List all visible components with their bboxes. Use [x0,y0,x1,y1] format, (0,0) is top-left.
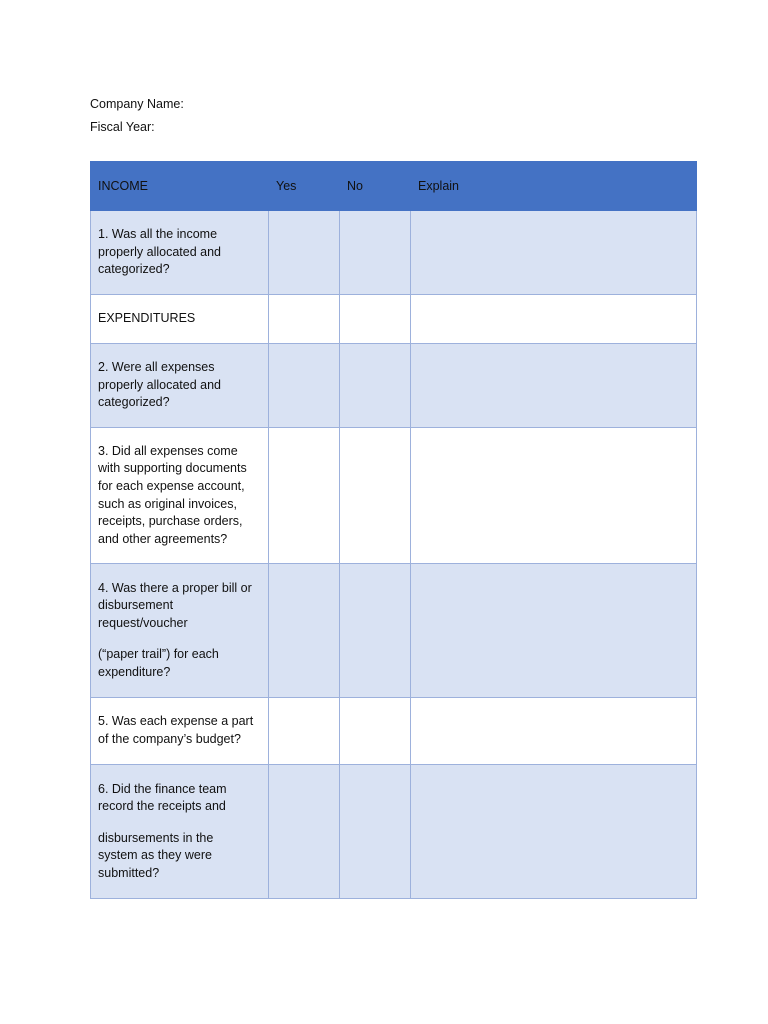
column-header-explain: Explain [411,162,697,211]
explain-cell[interactable] [411,428,697,564]
table-row [91,344,697,428]
table-row [91,564,697,698]
table-row [91,698,697,765]
no-cell[interactable] [340,295,411,344]
yes-cell[interactable] [269,564,340,698]
table-row [91,765,697,899]
question-line: 6. Did the finance team [98,781,227,796]
question-line: record the receipts and [98,799,226,814]
question-line: disbursements in the [98,830,214,845]
explain-cell[interactable] [411,698,697,765]
question-line: 1. Was all the income [98,227,218,242]
table-row [91,295,697,344]
no-cell[interactable] [340,211,411,295]
fiscal-year-label: Fiscal Year: [90,120,155,134]
section-label-cell [91,295,269,344]
question-line: such as original invoices, [98,496,237,511]
section-label-expenditures: EXPENDITURES [98,311,196,326]
column-header-no: No [340,162,411,211]
question-line: properly allocated and [98,377,221,392]
question-line: 4. Was there a proper bill or [98,580,252,595]
question-line: disbursement [98,598,174,613]
explain-cell[interactable] [411,344,697,428]
question-cell [91,211,269,295]
question-cell [91,344,269,428]
table-row [91,428,697,564]
question-cell [91,564,269,698]
yes-cell[interactable] [269,211,340,295]
yes-cell[interactable] [269,344,340,428]
question-line: 3. Did all expenses come [98,443,238,458]
question-line: with supporting documents [98,461,247,476]
yes-cell[interactable] [269,295,340,344]
paragraph-spacer [98,632,261,646]
question-line: 5. Was each expense a part [98,714,254,729]
question-cell [91,698,269,765]
question-text [98,359,261,412]
company-name-label: Company Name: [90,97,184,111]
audit-checklist-table [90,161,697,899]
question-line: categorized? [98,262,170,277]
table-row [91,211,697,295]
no-cell[interactable] [340,344,411,428]
explain-cell[interactable] [411,765,697,899]
no-cell[interactable] [340,564,411,698]
yes-cell[interactable] [269,698,340,765]
no-cell[interactable] [340,765,411,899]
question-text [98,580,261,682]
paragraph-spacer [98,816,261,830]
question-line: (“paper trail”) for each [98,647,219,662]
question-cell [91,765,269,899]
question-text [98,443,261,549]
question-text [98,781,261,883]
question-line: submitted? [98,865,160,880]
column-header-yes: Yes [269,162,340,211]
document-header [90,93,184,139]
question-line: for each expense account, [98,478,245,493]
question-line: expenditure? [98,664,171,679]
question-line: system as they were [98,848,212,863]
question-line: categorized? [98,395,170,410]
no-cell[interactable] [340,428,411,564]
table-header-row [91,162,697,211]
explain-cell[interactable] [411,211,697,295]
question-cell [91,428,269,564]
column-header-income: INCOME [91,162,269,211]
question-text [98,226,261,279]
question-line: properly allocated and [98,244,221,259]
question-line: and other agreements? [98,531,228,546]
question-line: request/voucher [98,615,188,630]
explain-cell[interactable] [411,295,697,344]
question-line: of the company’s budget? [98,732,241,746]
yes-cell[interactable] [269,428,340,564]
explain-cell[interactable] [411,564,697,698]
question-line: receipts, purchase orders, [98,514,243,529]
question-text [98,713,261,748]
no-cell[interactable] [340,698,411,765]
yes-cell[interactable] [269,765,340,899]
question-line: 2. Were all expenses [98,360,215,375]
